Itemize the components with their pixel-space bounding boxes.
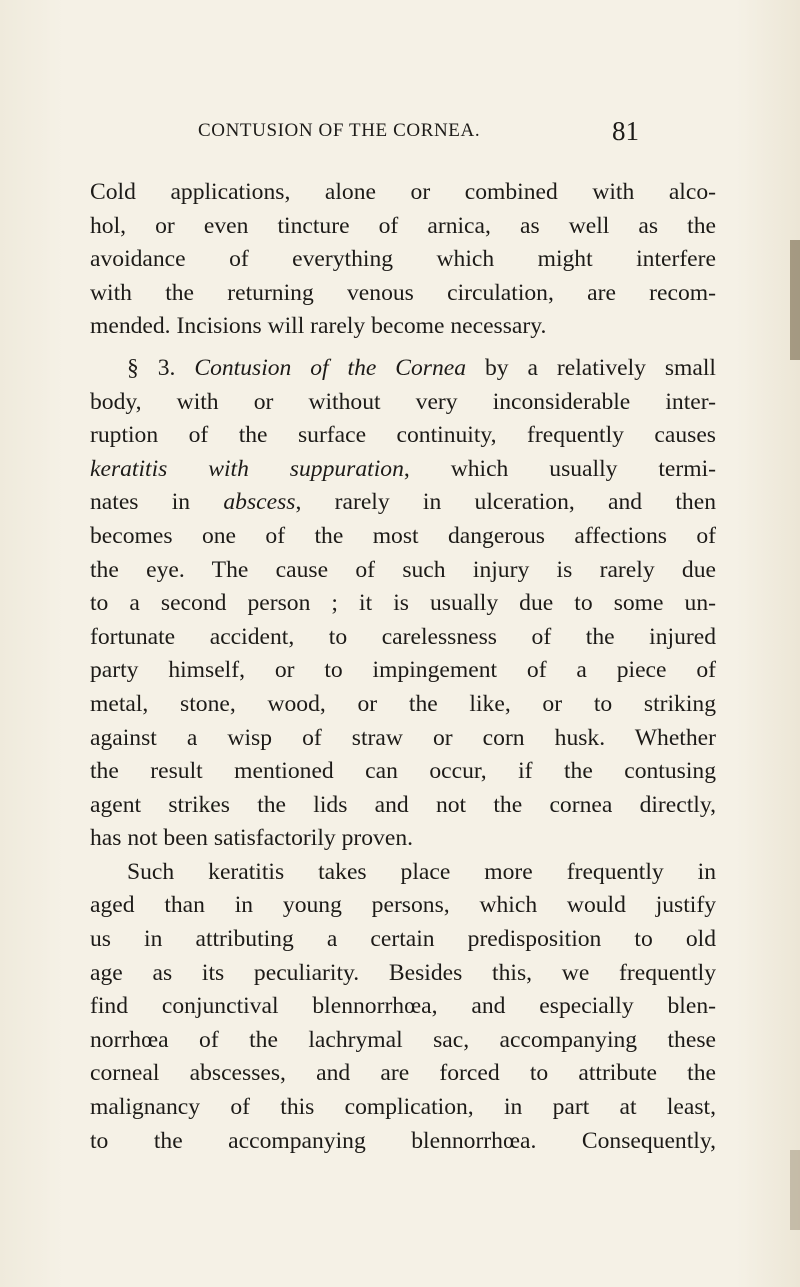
text-line xyxy=(90,856,716,890)
text-line xyxy=(90,990,716,1024)
text-line xyxy=(90,889,716,923)
text-line xyxy=(90,1057,716,1091)
text-line xyxy=(90,822,716,856)
text-line xyxy=(90,923,716,957)
text-run: the result mentioned can occur, if the contusing xyxy=(90,758,716,785)
text-line xyxy=(90,386,716,420)
text-line xyxy=(90,310,716,344)
page-edge-shadow-lower xyxy=(790,1150,800,1230)
text-run: aged than in young persons, which would justify xyxy=(90,892,716,919)
text-run: to the accompanying blennorrhœa. Consequently, xyxy=(90,1127,716,1154)
page-number: 81 xyxy=(612,116,639,146)
text-run: hol, or even tincture of arnica, as well as the xyxy=(90,212,716,239)
text-run: § 3. xyxy=(127,354,195,381)
text-run: by a relatively small xyxy=(466,354,716,381)
text-line xyxy=(90,520,716,554)
body-text xyxy=(90,176,716,1158)
text-run: party himself, or to impingement of a piece of xyxy=(90,657,716,684)
text-line xyxy=(90,654,716,688)
text-line xyxy=(90,243,716,277)
text-run: becomes one of the most dangerous affections of xyxy=(90,522,716,549)
text-run: avoidance of everything which might interfere xyxy=(90,246,716,273)
text-run: us in attributing a certain predisposition to old xyxy=(90,926,716,953)
text-line xyxy=(90,1125,716,1159)
text-line xyxy=(90,210,716,244)
text-run: against a wisp of straw or corn husk. Whether xyxy=(90,724,716,751)
text-run: ruption of the surface continuity, frequently causes xyxy=(90,422,716,449)
text-run: the eye. The cause of such injury is rarely due xyxy=(90,556,716,583)
text-run: metal, stone, wood, or the like, or to striking xyxy=(90,690,716,717)
text-run: with the returning venous circulation, are recom- xyxy=(90,279,716,306)
text-line xyxy=(90,789,716,823)
text-run: mended. Incisions will rarely become necessary. xyxy=(90,313,547,340)
text-run: corneal abscesses, and are forced to attribute the xyxy=(90,1060,716,1087)
text-run: , which usually termi- xyxy=(403,455,716,482)
text-line xyxy=(90,453,716,487)
text-line xyxy=(90,554,716,588)
text-run: find conjunctival blennorrhœa, and especially blen- xyxy=(90,993,716,1020)
text-run: agent strikes the lids and not the cornea directly, xyxy=(90,791,716,818)
running-head xyxy=(0,116,800,170)
italic-term: Contusion of the Cornea xyxy=(194,354,467,381)
text-run: to a second person ; it is usually due to some un- xyxy=(90,590,716,617)
text-line xyxy=(90,587,716,621)
text-line xyxy=(90,486,716,520)
text-run: age as its peculiarity. Besides this, we frequently xyxy=(90,959,716,986)
page-edge-shadow xyxy=(790,240,800,360)
text-line xyxy=(90,621,716,655)
text-line xyxy=(90,755,716,789)
text-run: fortunate accident, to carelessness of the injured xyxy=(90,623,716,650)
text-run: norrhœa of the lachrymal sac, accompanying these xyxy=(90,1026,716,1053)
text-run: nates in xyxy=(90,489,224,516)
text-line xyxy=(90,352,716,386)
text-line xyxy=(90,722,716,756)
text-line xyxy=(90,419,716,453)
text-line xyxy=(90,688,716,722)
running-head-title: CONTUSION OF THE CORNEA. xyxy=(198,120,481,141)
text-line xyxy=(90,1091,716,1125)
text-run: Such keratitis takes place more frequently in xyxy=(127,858,716,885)
text-run: , rarely in ulceration, and then xyxy=(295,489,716,516)
text-run: Cold applications, alone or combined with alco- xyxy=(90,179,716,205)
text-line xyxy=(90,1024,716,1058)
text-run: malignancy of this complication, in part at least, xyxy=(90,1094,716,1121)
text-line xyxy=(90,277,716,311)
text-run: has not been satisfactorily proven. xyxy=(90,825,414,852)
text-line xyxy=(90,957,716,991)
italic-term: keratitis with suppuration xyxy=(90,455,404,482)
text-run: body, with or without very inconsiderable inter- xyxy=(90,388,716,415)
italic-term: abscess xyxy=(223,489,296,516)
text-line xyxy=(90,176,716,210)
